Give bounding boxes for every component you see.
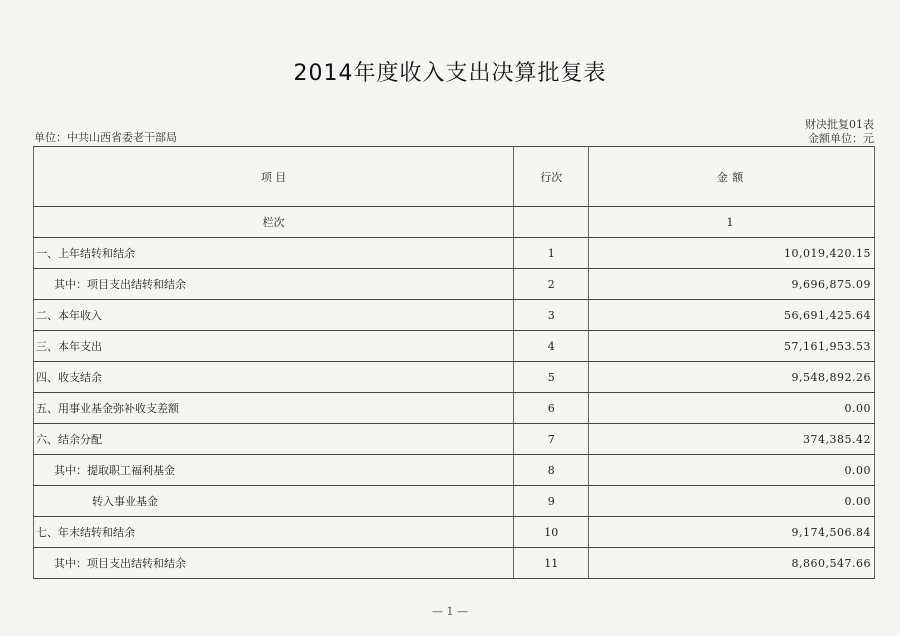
table-row bbox=[34, 486, 875, 517]
row-line: 5 bbox=[514, 362, 589, 393]
row-line: 2 bbox=[514, 269, 589, 300]
header-item: 项 目 bbox=[34, 147, 514, 207]
table-row bbox=[34, 455, 875, 486]
row-line: 7 bbox=[514, 424, 589, 455]
row-amount: 57,161,953.53 bbox=[589, 331, 875, 362]
row-amount: 56,691,425.64 bbox=[589, 300, 875, 331]
row-item: 五、用事业基金弥补收支差额 bbox=[34, 393, 514, 424]
page-title: 2014年度收入支出决算批复表 bbox=[293, 61, 607, 86]
table-row bbox=[34, 424, 875, 455]
page-number: — 1 — bbox=[432, 605, 468, 618]
column-number-line bbox=[514, 207, 589, 238]
row-amount: 9,696,875.09 bbox=[589, 269, 875, 300]
row-item: 四、收支结余 bbox=[34, 362, 514, 393]
row-amount: 374,385.42 bbox=[589, 424, 875, 455]
row-line: 9 bbox=[514, 486, 589, 517]
row-item: 二、本年收入 bbox=[34, 300, 514, 331]
column-number-amount: 1 bbox=[589, 207, 875, 238]
table-row bbox=[34, 548, 875, 579]
row-line: 3 bbox=[514, 300, 589, 331]
row-amount: 0.00 bbox=[589, 486, 875, 517]
row-item: 其中：项目支出结转和结余 bbox=[34, 269, 514, 300]
table-row bbox=[34, 300, 875, 331]
header-amount: 金 额 bbox=[589, 147, 875, 207]
table-row bbox=[34, 238, 875, 269]
row-amount: 10,019,420.15 bbox=[589, 238, 875, 269]
row-line: 1 bbox=[514, 238, 589, 269]
row-item: 三、本年支出 bbox=[34, 331, 514, 362]
row-line: 6 bbox=[514, 393, 589, 424]
column-number-row bbox=[34, 207, 875, 238]
row-item: 其中：项目支出结转和结余 bbox=[34, 548, 514, 579]
row-amount: 9,174,506.84 bbox=[589, 517, 875, 548]
table-row bbox=[34, 517, 875, 548]
row-line: 10 bbox=[514, 517, 589, 548]
reporting-unit: 单位：中共山西省委老干部局 bbox=[34, 131, 177, 144]
table-row bbox=[34, 331, 875, 362]
row-amount: 9,548,892.26 bbox=[589, 362, 875, 393]
form-code: 财决批复01表 bbox=[805, 118, 874, 131]
table-row bbox=[34, 393, 875, 424]
money-unit: 金额单位：元 bbox=[808, 132, 874, 145]
row-line: 4 bbox=[514, 331, 589, 362]
row-item: 其中：提取职工福利基金 bbox=[34, 455, 514, 486]
row-amount: 0.00 bbox=[589, 393, 875, 424]
table-row bbox=[34, 269, 875, 300]
table-row bbox=[34, 362, 875, 393]
row-item: 七、年末结转和结余 bbox=[34, 517, 514, 548]
budget-approval-table bbox=[33, 146, 875, 579]
table-header-row bbox=[34, 147, 875, 207]
row-item: 六、结余分配 bbox=[34, 424, 514, 455]
row-item: 一、上年结转和结余 bbox=[34, 238, 514, 269]
row-line: 11 bbox=[514, 548, 589, 579]
row-item: 转入事业基金 bbox=[34, 486, 514, 517]
row-line: 8 bbox=[514, 455, 589, 486]
column-number-label: 栏次 bbox=[34, 207, 514, 238]
header-line: 行次 bbox=[514, 147, 589, 207]
row-amount: 0.00 bbox=[589, 455, 875, 486]
row-amount: 8,860,547.66 bbox=[589, 548, 875, 579]
